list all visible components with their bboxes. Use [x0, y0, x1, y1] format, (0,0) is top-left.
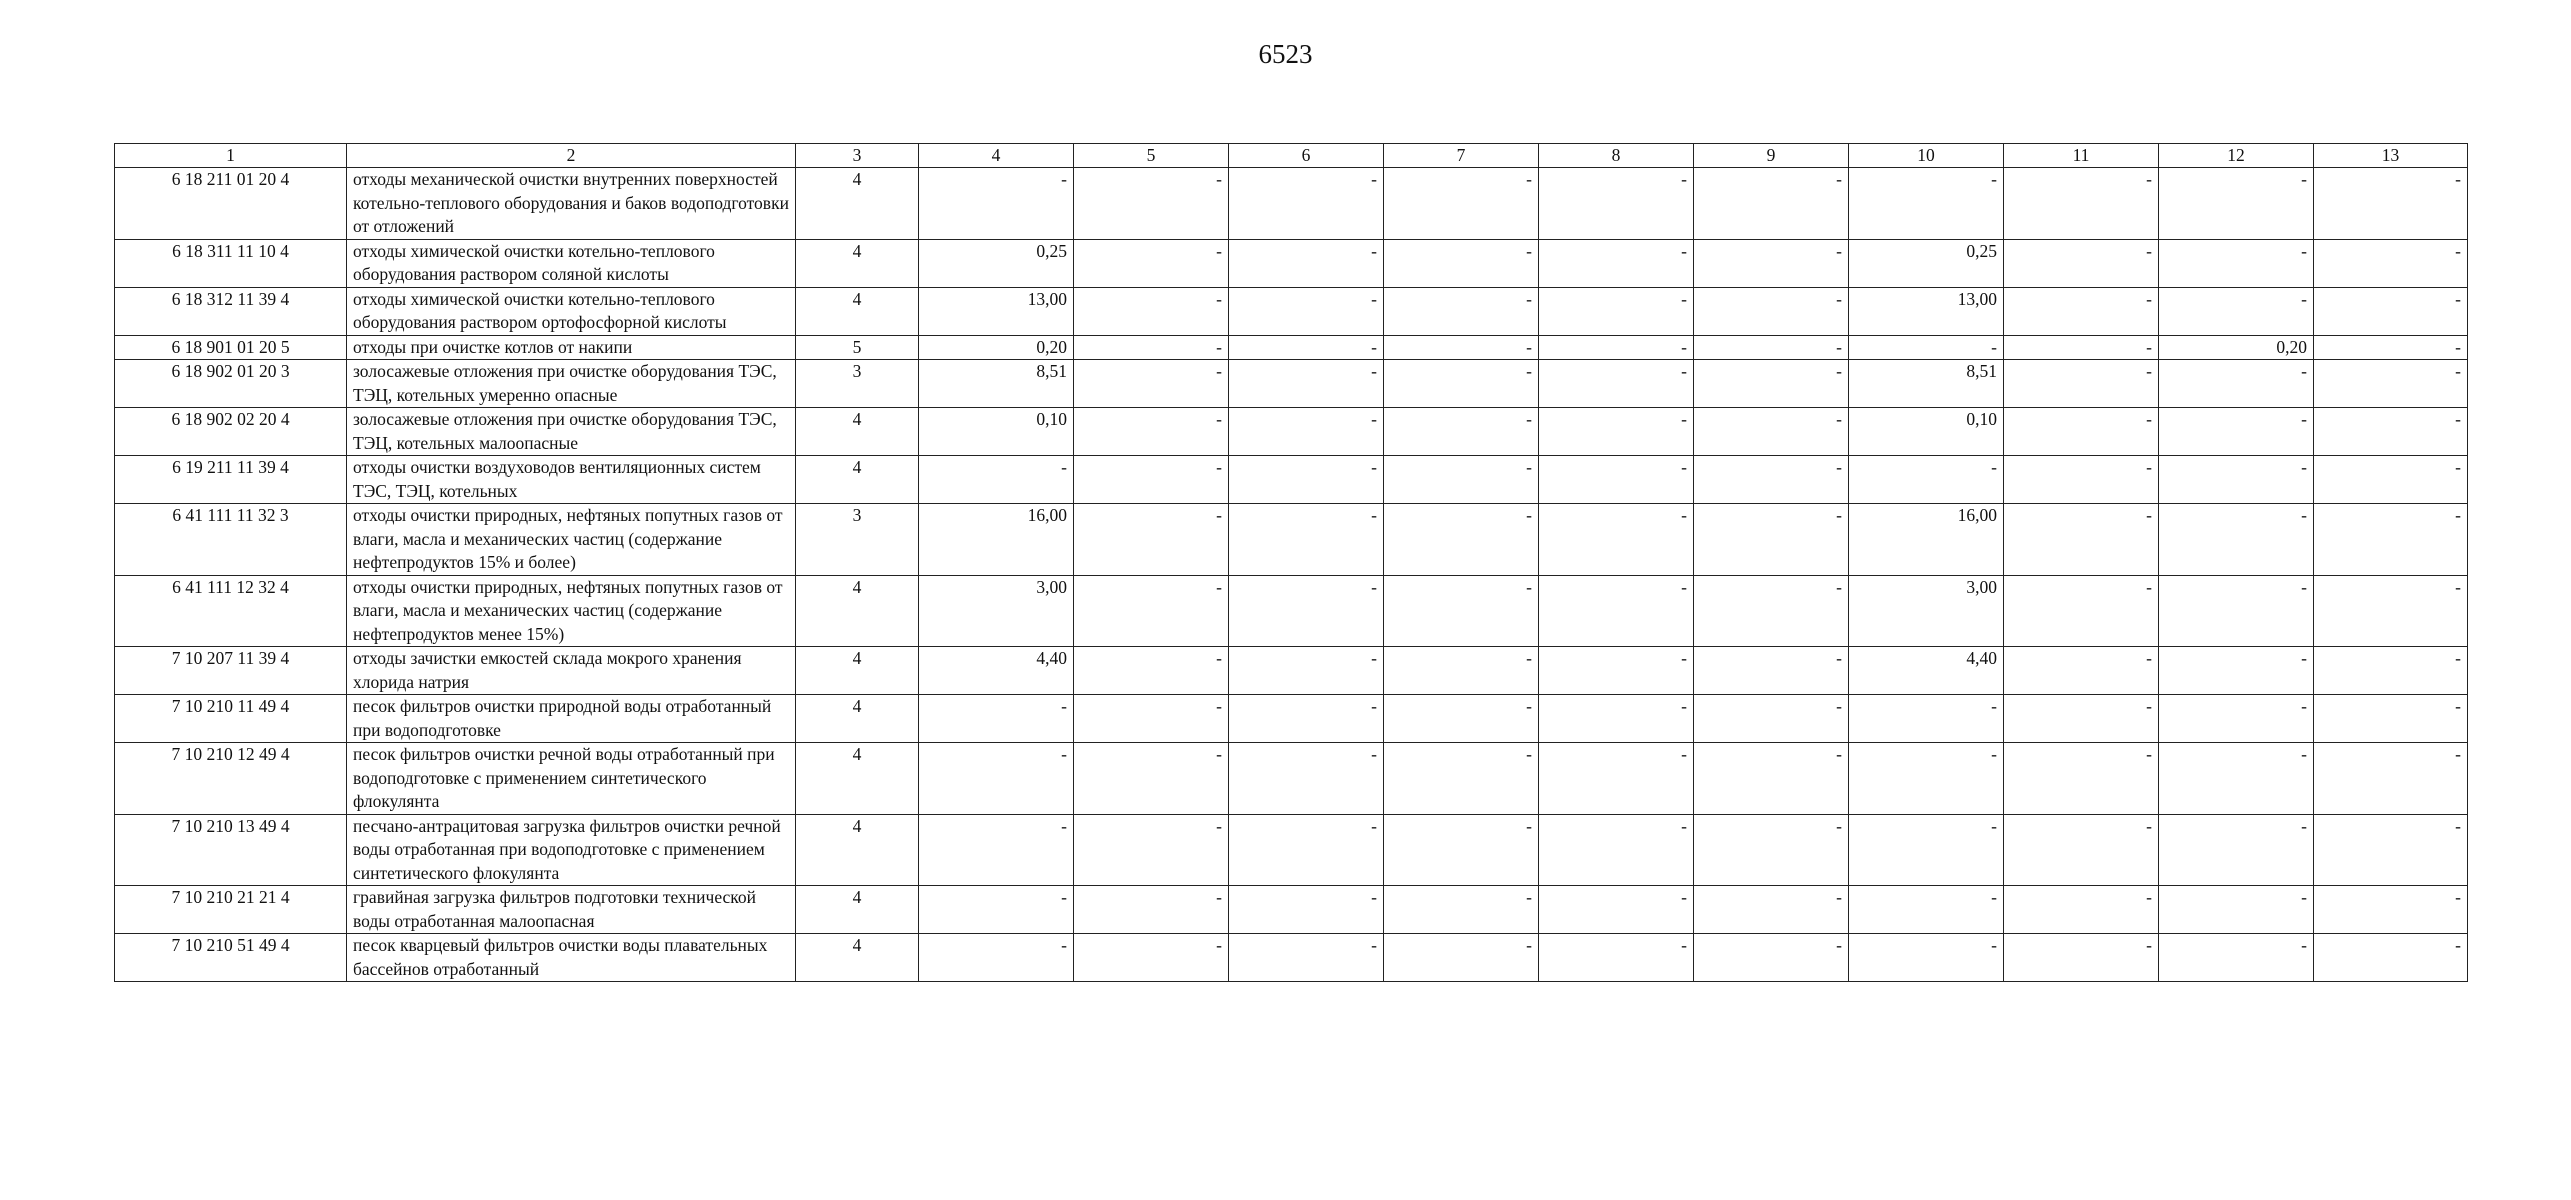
value-cell: -: [1384, 504, 1539, 576]
value-cell: -: [2314, 886, 2468, 934]
value-cell: -: [1849, 456, 2004, 504]
value-cell: -: [1384, 814, 1539, 886]
waste-code-cell: 6 41 111 12 32 4: [115, 575, 347, 647]
value-cell: -: [1849, 934, 2004, 982]
value-cell: -: [1229, 239, 1384, 287]
value-cell: -: [1384, 335, 1539, 360]
table-row: [115, 335, 2468, 360]
table-body: [115, 168, 2468, 982]
column-header: 1: [115, 144, 347, 168]
value-cell: -: [2159, 408, 2314, 456]
value-cell: -: [2314, 408, 2468, 456]
value-cell: -: [1229, 360, 1384, 408]
value-cell: 0,25: [919, 239, 1074, 287]
hazard-class-cell: 5: [796, 335, 919, 360]
value-cell: -: [1229, 335, 1384, 360]
value-cell: -: [1539, 814, 1694, 886]
value-cell: -: [919, 886, 1074, 934]
column-header: 8: [1539, 144, 1694, 168]
value-cell: -: [2314, 814, 2468, 886]
value-cell: -: [2314, 168, 2468, 240]
value-cell: -: [1694, 360, 1849, 408]
value-cell: -: [1849, 695, 2004, 743]
value-cell: -: [1694, 168, 1849, 240]
value-cell: -: [1694, 575, 1849, 647]
value-cell: -: [2159, 287, 2314, 335]
value-cell: -: [1384, 695, 1539, 743]
value-cell: -: [2314, 934, 2468, 982]
value-cell: 4,40: [1849, 647, 2004, 695]
value-cell: -: [2004, 934, 2159, 982]
value-cell: -: [2159, 814, 2314, 886]
value-cell: -: [2159, 695, 2314, 743]
value-cell: -: [2159, 360, 2314, 408]
value-cell: -: [1694, 814, 1849, 886]
waste-code-cell: 6 18 311 11 10 4: [115, 239, 347, 287]
value-cell: -: [2004, 647, 2159, 695]
column-header: 9: [1694, 144, 1849, 168]
hazard-class-cell: 4: [796, 575, 919, 647]
column-header: 2: [347, 144, 796, 168]
value-cell: -: [1539, 360, 1694, 408]
value-cell: -: [1074, 408, 1229, 456]
value-cell: -: [2159, 456, 2314, 504]
value-cell: -: [2159, 647, 2314, 695]
value-cell: -: [1694, 743, 1849, 815]
waste-name-cell: гравийная загрузка фильтров подготовки технической воды отработанная малоопасная: [347, 886, 796, 934]
value-cell: -: [2004, 287, 2159, 335]
value-cell: -: [1694, 287, 1849, 335]
column-header: 13: [2314, 144, 2468, 168]
table-row: [115, 695, 2468, 743]
value-cell: -: [1384, 575, 1539, 647]
waste-name-cell: золосажевые отложения при очистке оборудования ТЭС, ТЭЦ, котельных умеренно опасные: [347, 360, 796, 408]
value-cell: -: [1229, 456, 1384, 504]
hazard-class-cell: 4: [796, 886, 919, 934]
value-cell: -: [1229, 743, 1384, 815]
hazard-class-cell: 4: [796, 408, 919, 456]
waste-name-cell: отходы механической очистки внутренних поверхностей котельно-теплового оборудования и баков водоподготовки от отложений: [347, 168, 796, 240]
value-cell: -: [2159, 743, 2314, 815]
hazard-class-cell: 3: [796, 360, 919, 408]
table-row: [115, 504, 2468, 576]
waste-code-cell: 6 19 211 11 39 4: [115, 456, 347, 504]
value-cell: -: [2004, 504, 2159, 576]
value-cell: -: [1074, 743, 1229, 815]
value-cell: -: [2159, 168, 2314, 240]
waste-code-cell: 6 18 211 01 20 4: [115, 168, 347, 240]
waste-name-cell: отходы химической очистки котельно-теплового оборудования раствором ортофосфорной кислоты: [347, 287, 796, 335]
value-cell: 8,51: [1849, 360, 2004, 408]
column-header: 12: [2159, 144, 2314, 168]
table-row: [115, 360, 2468, 408]
waste-code-cell: 7 10 210 21 21 4: [115, 886, 347, 934]
waste-name-cell: песок кварцевый фильтров очистки воды плавательных бассейнов отработанный: [347, 934, 796, 982]
table-row: [115, 934, 2468, 982]
column-header: 6: [1229, 144, 1384, 168]
value-cell: -: [2004, 695, 2159, 743]
value-cell: -: [2314, 239, 2468, 287]
value-cell: -: [1539, 504, 1694, 576]
value-cell: -: [1384, 886, 1539, 934]
value-cell: -: [1539, 647, 1694, 695]
table-row: [115, 239, 2468, 287]
hazard-class-cell: 4: [796, 168, 919, 240]
value-cell: -: [1229, 575, 1384, 647]
table-row: [115, 743, 2468, 815]
waste-code-cell: 6 18 902 01 20 3: [115, 360, 347, 408]
value-cell: -: [1229, 504, 1384, 576]
value-cell: -: [919, 934, 1074, 982]
table-row: [115, 456, 2468, 504]
table-row: [115, 886, 2468, 934]
waste-code-cell: 7 10 210 13 49 4: [115, 814, 347, 886]
waste-name-cell: отходы при очистке котлов от накипи: [347, 335, 796, 360]
column-header: 7: [1384, 144, 1539, 168]
waste-code-cell: 6 18 312 11 39 4: [115, 287, 347, 335]
waste-code-cell: 7 10 207 11 39 4: [115, 647, 347, 695]
value-cell: -: [2314, 504, 2468, 576]
value-cell: -: [2159, 934, 2314, 982]
value-cell: -: [919, 168, 1074, 240]
value-cell: -: [1694, 886, 1849, 934]
value-cell: -: [1229, 168, 1384, 240]
value-cell: -: [1229, 814, 1384, 886]
value-cell: -: [2314, 743, 2468, 815]
value-cell: -: [1384, 287, 1539, 335]
hazard-class-cell: 4: [796, 934, 919, 982]
value-cell: 0,20: [919, 335, 1074, 360]
value-cell: -: [1849, 814, 2004, 886]
value-cell: -: [1539, 408, 1694, 456]
value-cell: -: [2314, 695, 2468, 743]
value-cell: 3,00: [1849, 575, 2004, 647]
value-cell: -: [2314, 647, 2468, 695]
value-cell: -: [1384, 360, 1539, 408]
value-cell: -: [1229, 647, 1384, 695]
value-cell: -: [919, 814, 1074, 886]
hazard-class-cell: 4: [796, 743, 919, 815]
waste-code-cell: 7 10 210 51 49 4: [115, 934, 347, 982]
value-cell: -: [1539, 287, 1694, 335]
value-cell: -: [1694, 239, 1849, 287]
page-number: 6523: [1258, 39, 1313, 69]
value-cell: 13,00: [1849, 287, 2004, 335]
value-cell: -: [1229, 287, 1384, 335]
value-cell: -: [1539, 168, 1694, 240]
value-cell: -: [1074, 934, 1229, 982]
value-cell: 16,00: [1849, 504, 2004, 576]
value-cell: -: [1074, 647, 1229, 695]
value-cell: -: [1229, 695, 1384, 743]
table-row: [115, 814, 2468, 886]
value-cell: -: [1074, 239, 1229, 287]
table-row: [115, 647, 2468, 695]
value-cell: 8,51: [919, 360, 1074, 408]
value-cell: 0,25: [1849, 239, 2004, 287]
value-cell: -: [919, 456, 1074, 504]
waste-code-cell: 6 41 111 11 32 3: [115, 504, 347, 576]
column-header: 5: [1074, 144, 1229, 168]
value-cell: -: [1384, 239, 1539, 287]
hazard-class-cell: 3: [796, 504, 919, 576]
value-cell: 3,00: [919, 575, 1074, 647]
value-cell: -: [2159, 886, 2314, 934]
waste-code-cell: 7 10 210 11 49 4: [115, 695, 347, 743]
value-cell: -: [1539, 575, 1694, 647]
value-cell: -: [919, 743, 1074, 815]
table-row: [115, 575, 2468, 647]
column-header: 3: [796, 144, 919, 168]
value-cell: -: [1074, 886, 1229, 934]
waste-name-cell: отходы химической очистки котельно-теплового оборудования раствором соляной кислоты: [347, 239, 796, 287]
value-cell: -: [2314, 575, 2468, 647]
value-cell: -: [1229, 408, 1384, 456]
value-cell: -: [1694, 408, 1849, 456]
value-cell: -: [919, 695, 1074, 743]
value-cell: -: [1694, 504, 1849, 576]
waste-name-cell: отходы зачистки емкостей склада мокрого хранения хлорида натрия: [347, 647, 796, 695]
value-cell: -: [1539, 239, 1694, 287]
value-cell: -: [1694, 647, 1849, 695]
table-row: [115, 287, 2468, 335]
value-cell: -: [2159, 239, 2314, 287]
value-cell: -: [1849, 743, 2004, 815]
waste-code-cell: 6 18 902 02 20 4: [115, 408, 347, 456]
value-cell: 0,20: [2159, 335, 2314, 360]
value-cell: -: [1074, 456, 1229, 504]
value-cell: -: [1539, 695, 1694, 743]
value-cell: -: [2159, 575, 2314, 647]
hazard-class-cell: 4: [796, 647, 919, 695]
column-header: 4: [919, 144, 1074, 168]
waste-name-cell: отходы очистки природных, нефтяных попутных газов от влаги, масла и механических частиц (содержание нефтепродуктов менее 15%): [347, 575, 796, 647]
waste-name-cell: песок фильтров очистки речной воды отработанный при водоподготовке с применением синтетического флокулянта: [347, 743, 796, 815]
hazard-class-cell: 4: [796, 287, 919, 335]
value-cell: -: [1074, 287, 1229, 335]
value-cell: -: [1074, 360, 1229, 408]
value-cell: -: [1384, 456, 1539, 504]
value-cell: -: [2004, 575, 2159, 647]
value-cell: -: [2314, 335, 2468, 360]
value-cell: -: [1539, 335, 1694, 360]
value-cell: -: [2004, 814, 2159, 886]
value-cell: 16,00: [919, 504, 1074, 576]
value-cell: -: [1384, 647, 1539, 695]
value-cell: -: [1384, 408, 1539, 456]
value-cell: -: [1539, 934, 1694, 982]
header-row: [115, 144, 2468, 168]
value-cell: -: [1539, 886, 1694, 934]
value-cell: -: [1849, 886, 2004, 934]
value-cell: -: [1539, 456, 1694, 504]
column-header: 11: [2004, 144, 2159, 168]
value-cell: -: [2004, 743, 2159, 815]
value-cell: 0,10: [1849, 408, 2004, 456]
value-cell: -: [1694, 456, 1849, 504]
value-cell: -: [1074, 814, 1229, 886]
value-cell: -: [2314, 287, 2468, 335]
waste-name-cell: отходы очистки воздуховодов вентиляционных систем ТЭС, ТЭЦ, котельных: [347, 456, 796, 504]
value-cell: 0,10: [919, 408, 1074, 456]
value-cell: -: [2159, 504, 2314, 576]
value-cell: -: [2314, 456, 2468, 504]
value-cell: -: [1384, 934, 1539, 982]
value-cell: -: [2004, 456, 2159, 504]
value-cell: -: [1074, 504, 1229, 576]
value-cell: -: [2004, 886, 2159, 934]
value-cell: -: [1384, 168, 1539, 240]
value-cell: 4,40: [919, 647, 1074, 695]
value-cell: -: [2004, 239, 2159, 287]
value-cell: -: [1384, 743, 1539, 815]
value-cell: -: [1074, 335, 1229, 360]
value-cell: -: [1694, 695, 1849, 743]
value-cell: -: [2004, 335, 2159, 360]
value-cell: -: [1229, 934, 1384, 982]
waste-table: [114, 143, 2468, 982]
waste-name-cell: песок фильтров очистки природной воды отработанный при водоподготовке: [347, 695, 796, 743]
value-cell: -: [1694, 335, 1849, 360]
table-row: [115, 408, 2468, 456]
value-cell: -: [1849, 168, 2004, 240]
value-cell: -: [1074, 168, 1229, 240]
value-cell: -: [2004, 168, 2159, 240]
value-cell: -: [1074, 695, 1229, 743]
hazard-class-cell: 4: [796, 814, 919, 886]
value-cell: -: [1539, 743, 1694, 815]
waste-name-cell: песчано-антрацитовая загрузка фильтров очистки речной воды отработанная при водоподготовке с применением синтетического флокулянта: [347, 814, 796, 886]
value-cell: -: [2004, 360, 2159, 408]
value-cell: -: [2004, 408, 2159, 456]
hazard-class-cell: 4: [796, 456, 919, 504]
value-cell: -: [1849, 335, 2004, 360]
value-cell: -: [1694, 934, 1849, 982]
value-cell: 13,00: [919, 287, 1074, 335]
table-row: [115, 168, 2468, 240]
hazard-class-cell: 4: [796, 695, 919, 743]
column-header: 10: [1849, 144, 2004, 168]
waste-name-cell: золосажевые отложения при очистке оборудования ТЭС, ТЭЦ, котельных малоопасные: [347, 408, 796, 456]
waste-name-cell: отходы очистки природных, нефтяных попутных газов от влаги, масла и механических частиц (содержание нефтепродуктов 15% и более): [347, 504, 796, 576]
waste-code-cell: 7 10 210 12 49 4: [115, 743, 347, 815]
value-cell: -: [2314, 360, 2468, 408]
value-cell: -: [1074, 575, 1229, 647]
value-cell: -: [1229, 886, 1384, 934]
waste-code-cell: 6 18 901 01 20 5: [115, 335, 347, 360]
hazard-class-cell: 4: [796, 239, 919, 287]
